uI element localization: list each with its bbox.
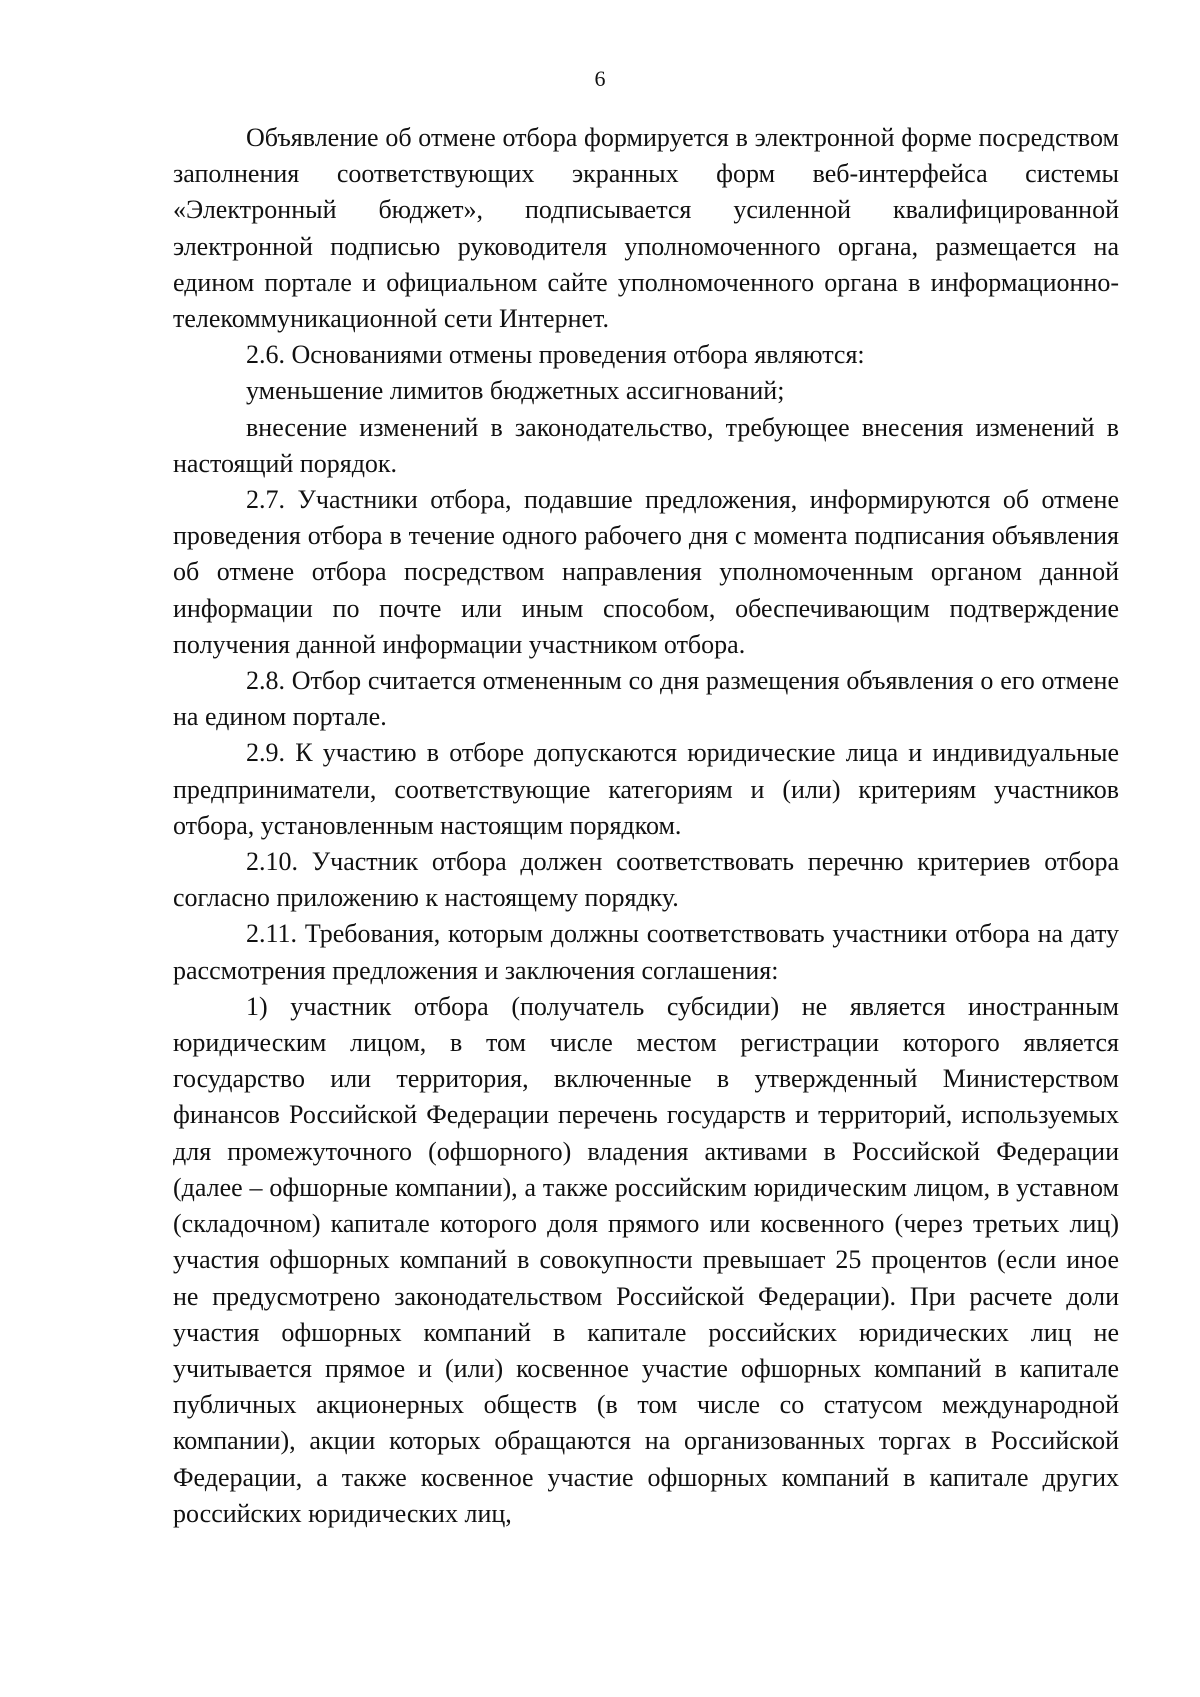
paragraph-requirement-1-offshore: 1) участник отбора (получатель субсидии) не является иностранным юридическим лицом, в том числе местом регистрации которого является государство или территория, включенные в утвержденный Министерством финансов Российской Федерации перечень государств и территорий, используемых для промежуточного (офшорного) владения активами в Российской Федерации (далее – офшорные компании), а также российским юридическим лицом, в уставном (складочном) капитале которого доля прямого или косвенного (через третьих лиц) участия офшорных компаний в совокупности превышает 25 процентов (если иное не предусмотрено законодательством Российской Федерации). При расчете доли участия офшорных компаний в капитале российских юридических лиц не учитывается прямое и (или) косвенное участие офшорных компаний в капитале публичных акционерных обществ (в том числе со статусом международной компании), акции которых обращаются на организованных торгах в Российской Федерации, а также косвенное участие офшорных компаний в капитале других российских юридических лиц,: [173, 991, 1119, 1528]
paragraph-2-8-selection-cancelled: 2.8. Отбор считается отмененным со дня размещения объявления о его отмене на едином портале.: [173, 666, 1119, 732]
paragraph-cancellation-notice: Объявление об отмене отбора формируется в электронной форме посредством заполнения соответствующих экранных форм веб-интерфейса системы «Электронный бюджет», подписывается усиленной квалифицированной электронной подписью руководителя уполномоченного органа, размещается на едином портале и официальном сайте уполномоченного органа в информационно-телекоммуникационной сети Интернет.: [173, 123, 1119, 334]
page-number: 6: [594, 66, 606, 91]
paragraph-legislation-changes: внесение изменений в законодательство, требующее внесения изменений в настоящий порядок.: [173, 412, 1119, 478]
paragraph-2-9-admission: 2.9. К участию в отборе допускаются юридические лица и индивидуальные предприниматели, соответствующие категориям и (или) критериям участников отбора, установленным настоящим порядком.: [173, 738, 1119, 840]
paragraph-2-10-criteria: 2.10. Участник отбора должен соответствовать перечню критериев отбора согласно приложению к настоящему порядку.: [173, 847, 1119, 913]
document-body: [173, 120, 1119, 1532]
paragraph-2-7-participants-informed: 2.7. Участники отбора, подавшие предложения, информируются об отмене проведения отбора в течение одного рабочего дня с момента подписания объявления об отмене отбора посредством направления уполномоченным органом данной информации по почте или иным способом, обеспечивающим подтверждение получения данной информации участником отбора.: [173, 485, 1119, 659]
paragraph-2-11-requirements: 2.11. Требования, которым должны соответствовать участники отбора на дату рассмотрения предложения и заключения соглашения:: [173, 919, 1119, 985]
paragraph-2-6-grounds: 2.6. Основаниями отмены проведения отбора являются:: [246, 340, 865, 370]
paragraph-limits-reduction: уменьшение лимитов бюджетных ассигнований;: [246, 376, 785, 406]
